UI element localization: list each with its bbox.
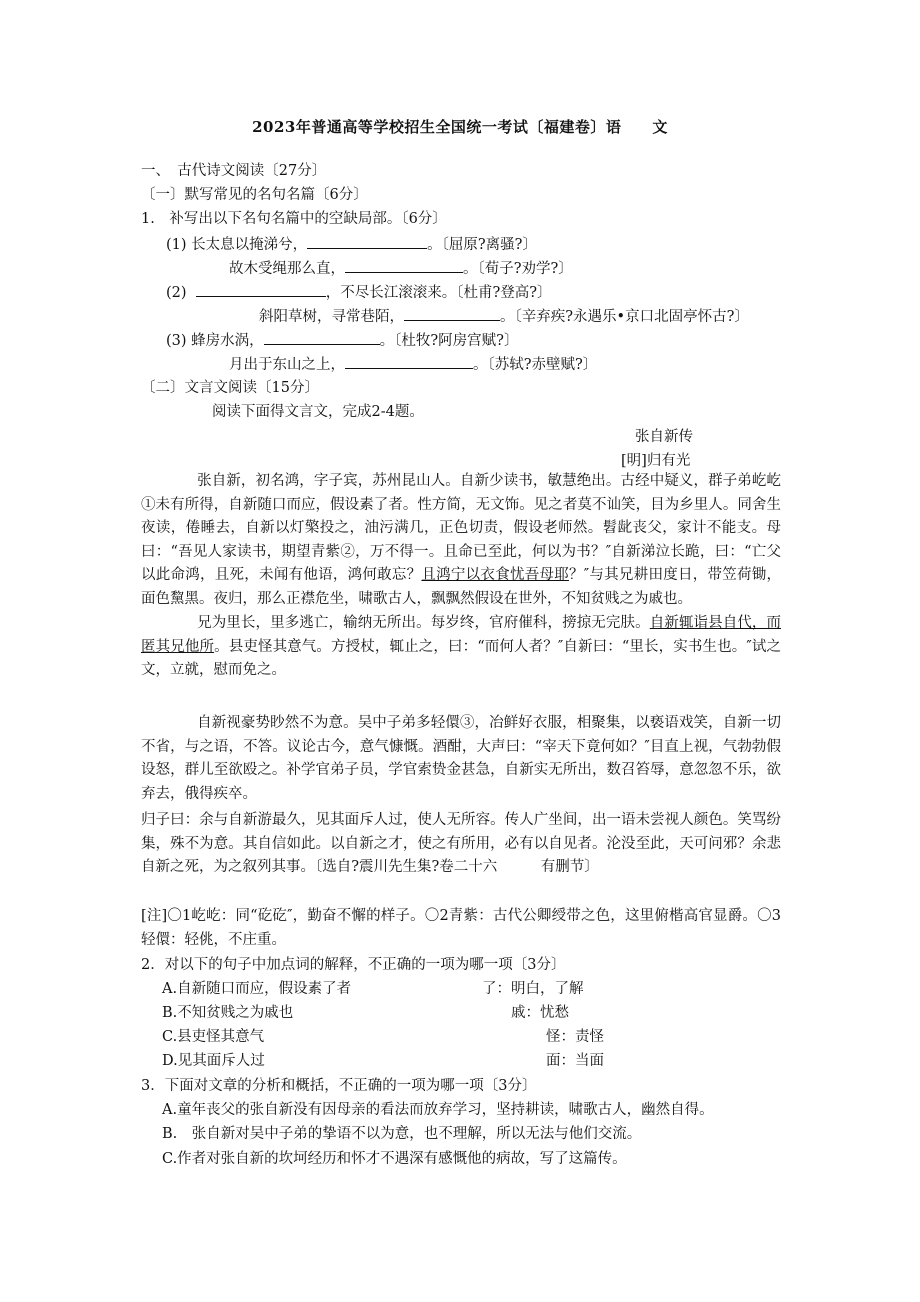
fill-line	[229, 258, 573, 279]
underlined-sentence: 且鸿宁以衣食忧吾母耶	[421, 567, 569, 583]
passage-paragraph: 自新视豪势眇然不为意。吴中子弟多轻儇③，冶鲜好衣服，相聚集，以亵语戏笑，自新一切不省，与之语，不答。议论古今，意气慷慨。酒酣，大声曰：“宰天下竟何如？″目直上视，气勃勃假设怒，群儿至欲殴之。补学官弟子员，学官索贽金甚急，自新实无所出，数召笞辱，意忽忽不乐，欲弃去，俄得疾卒。	[141, 715, 781, 802]
annotation-note: [注]〇1屹屹：同“矻矻″，勤奋不懈的样子。〇2青紫：古代公卿绶带之色，这里俯楷高官显爵。〇3轻儇：轻佻，不庄重。	[141, 908, 781, 948]
fill-line	[229, 354, 597, 375]
option-line: C.作者对张自新的坎坷经历和怀才不遇深有感慨他的病故，写了这篇传。	[162, 1151, 627, 1167]
answer-blank[interactable]	[345, 258, 463, 273]
option-right: 戚：忧愁	[511, 1005, 569, 1021]
fill-prefix: (1) 长太息以掩涕兮，	[166, 237, 308, 253]
question-3: 3．下面对文章的分析和概括，不正确的一项为哪一项〔3分〕	[141, 1078, 537, 1094]
part-heading: 〔一〕默写常见的名句名篇〔6分〕	[141, 187, 368, 203]
fill-prefix: 故木受绳那么直，	[229, 261, 345, 277]
fill-suffix: 。〔杜牧?阿房宫赋?〕	[379, 333, 519, 349]
fill-prefix: 斜阳草树，寻常巷陌，	[259, 309, 404, 325]
fill-suffix: 。〔辛弃疾?永遇乐•京口北固亭怀古?〕	[500, 309, 749, 325]
passage-paragraph: 归子曰：余与自新游最久，见其面斥人过，使人无所容。传人广坐间，出一语未尝视人颜色。笑骂纷集，殊不为意。其自信如此。以自新之才，使之有所用，必有以自见者。沦没至此，天可问邪？余悲自新之死，为之叙列其事。〔选自?震川先生集?卷二十六 有删节〕	[141, 812, 781, 875]
fill-line	[259, 306, 749, 327]
answer-blank[interactable]	[345, 354, 473, 369]
source-citation: 〔选自?震川先生集?卷二十六 有删节〕	[315, 859, 599, 875]
fill-line	[166, 330, 518, 351]
option-left: A.自新随口而应，假设素了者	[162, 981, 352, 997]
passage-author: [明]归有光	[621, 453, 691, 469]
fill-suffix: ，不尽长江滚滚来。〔杜甫?登高?〕	[325, 285, 552, 301]
answer-blank[interactable]	[264, 330, 380, 345]
fill-prefix: (2)	[166, 285, 187, 301]
instruction: 阅读下面得文言文，完成2-4题。	[212, 404, 424, 420]
section-heading: 一、 古代诗文阅读〔27分〕	[141, 163, 327, 179]
question-1: 1. 补写出以下名句名篇中的空缺局部。〔6分〕	[141, 211, 447, 227]
fill-suffix: 。〔屈原?离骚?〕	[427, 237, 537, 253]
option-line: B. 张自新对吴中子弟的挚语不以为意，也不理解，所以无法与他们交流。	[162, 1126, 642, 1142]
fill-line	[166, 282, 552, 303]
option-left: D.见其面斥人过	[162, 1053, 265, 1069]
answer-blank[interactable]	[404, 306, 500, 321]
option-line: A.童年丧父的张自新没有因母亲的看法而放弃学习，坚持耕读，啸歌古人，幽然自得。	[162, 1102, 714, 1118]
page-title: 2023年普通高等学校招生全国统一考试〔福建卷〕语 文	[252, 118, 668, 136]
option-right: 面：当面	[546, 1053, 604, 1069]
option-left: B.不知贫贱之为戚也	[162, 1005, 294, 1021]
underlined-sentence: 自新辄诣县自代，而匿其兄他所	[141, 615, 782, 655]
fill-suffix: 。〔苏轼?赤壁赋?〕	[473, 357, 598, 373]
question-2: 2．对以下的句子中加点词的解释，不正确的一项为哪一项〔3分〕	[141, 957, 566, 973]
answer-blank[interactable]	[307, 234, 427, 249]
option-left: C.县吏怪其意气	[162, 1029, 265, 1045]
option-right: 怪：责怪	[546, 1029, 604, 1045]
fill-line	[166, 234, 537, 255]
fill-suffix: 。〔荀子?劝学?〕	[463, 261, 573, 277]
passage-paragraph: 张自新，初名鸿，字子宾，苏州昆山人。自新少读书，敏慧绝出。古经中疑义，群子弟屹屹①未有所得，自新随口而应，假设素了者。性方简，无文饰。见之者莫不讪笑，目为乡里人。同舍生夜读，倦睡去，自新以灯檠投之，油污满几，正色切责，假设老师然。髫龀丧父，家计不能支。母曰：“吾见人家读书，期望青紫②，万不得一。且命已至此，何以为书？″自新涕泣长跪，曰：“亡父以此命鸿，且死，未闻有他语，鸿何敢忘？且鸿宁以衣食忧吾母耶？″与其兄耕田度日，带笠荷锄，面色黧黑。夜归，那么正襟危坐，啸歌古人，飘飘然假设在世外，不知贫贱之为戚也。	[141, 473, 782, 607]
passage-title: 张自新传	[635, 429, 693, 445]
answer-blank[interactable]	[196, 282, 326, 297]
part-heading: 〔二〕文言文阅读〔15分〕	[141, 380, 319, 396]
passage-paragraph: 兄为里长，里多逃亡，输纳无所出。每岁终，官府催科，搒掠无完肤。自新辄诣县自代，而匿其兄他所。县吏怪其意气。方授杖，辄止之，曰：“而何人者？″自新曰：“里长，实书生也。″试之文，立就，慰而免之。	[141, 615, 782, 678]
fill-prefix: 月出于东山之上，	[229, 357, 345, 373]
fill-prefix: (3) 蜂房水涡，	[166, 333, 264, 349]
option-right: 了：明白，了解	[482, 981, 584, 997]
